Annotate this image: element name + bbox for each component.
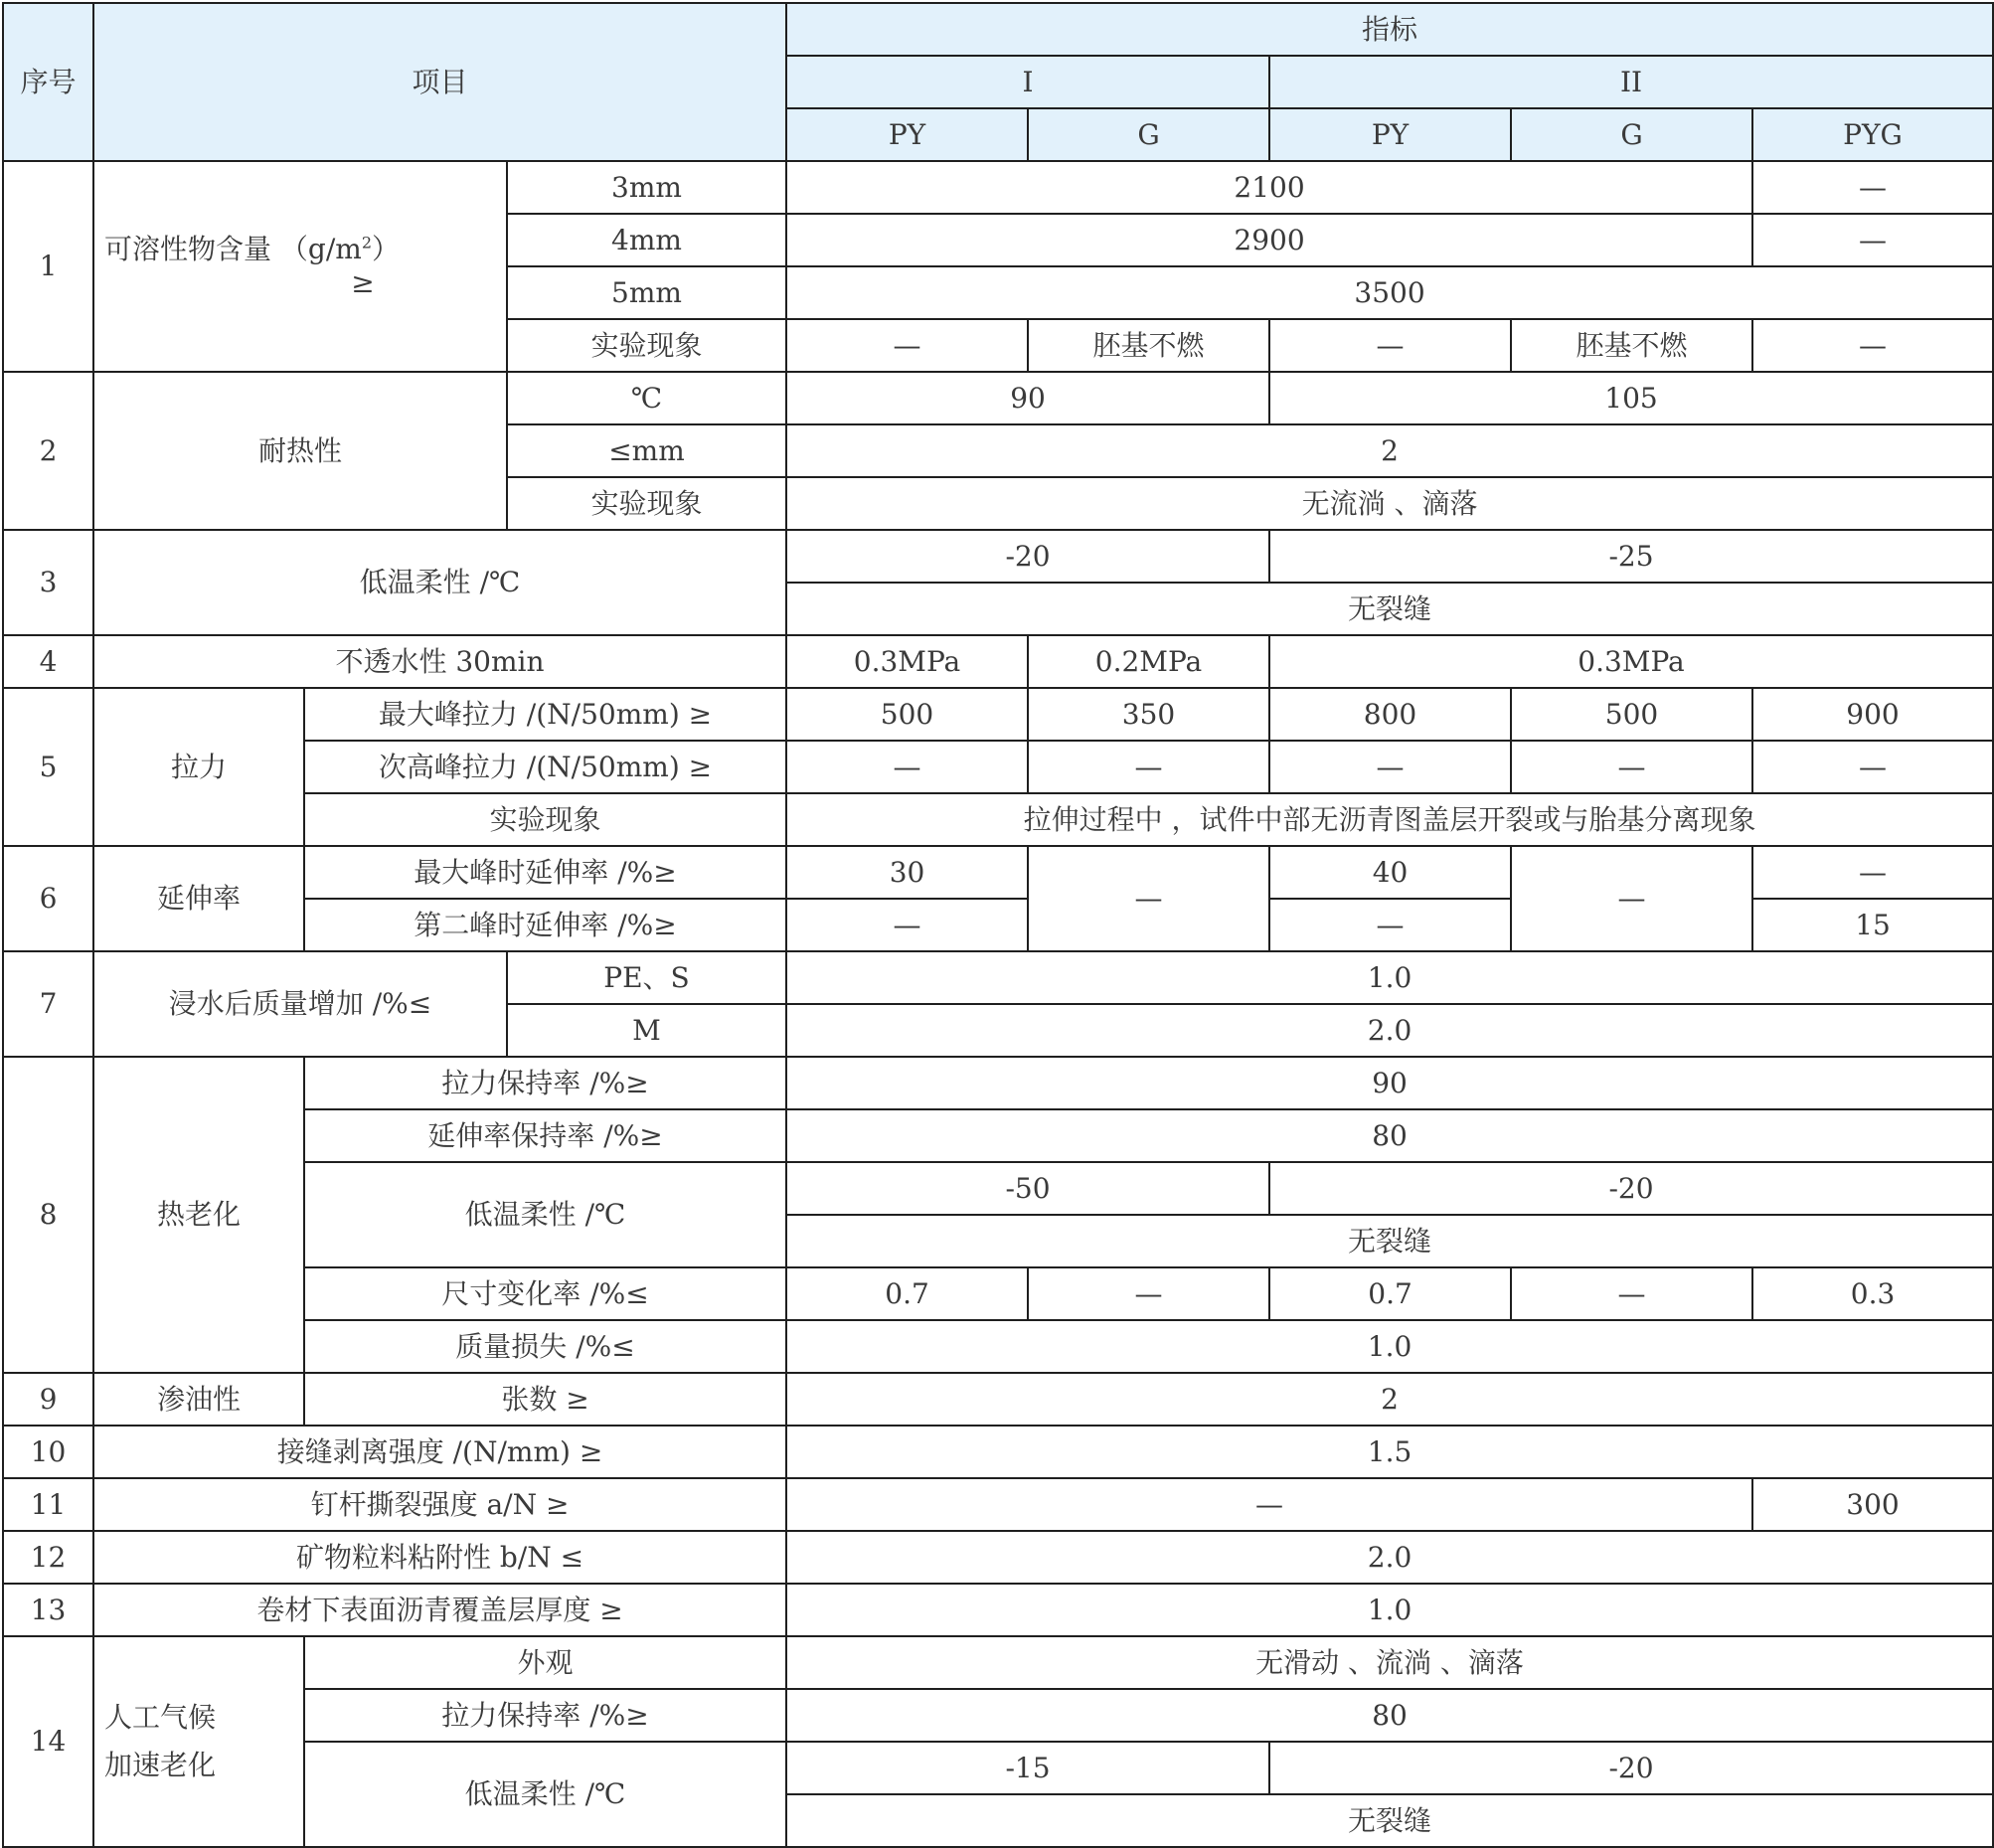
param-label: 质量损失 /%≤ bbox=[304, 1320, 786, 1373]
row-number: 10 bbox=[3, 1426, 93, 1478]
header-sub: G bbox=[1511, 108, 1752, 161]
header-sub: G bbox=[1028, 108, 1269, 161]
value-cell: 2100 bbox=[786, 161, 1752, 214]
value-cell: 1.0 bbox=[786, 1584, 1993, 1636]
row-number: 6 bbox=[3, 846, 93, 951]
value-cell: — bbox=[1511, 846, 1752, 951]
value-cell: 无滑动 、流淌 、滴落 bbox=[786, 1636, 1993, 1689]
value-cell: 2.0 bbox=[786, 1531, 1993, 1584]
value-cell: — bbox=[786, 1478, 1752, 1531]
value-cell: — bbox=[1028, 741, 1269, 793]
header-row bbox=[3, 3, 1993, 56]
item-name: 延伸率 bbox=[93, 846, 304, 951]
value-cell: 15 bbox=[1752, 899, 1993, 951]
value-cell: 500 bbox=[786, 688, 1028, 741]
header-sub: PY bbox=[786, 108, 1028, 161]
value-cell: 2 bbox=[786, 424, 1993, 477]
param-label: 实验现象 bbox=[507, 477, 786, 530]
param-label: 实验现象 bbox=[304, 793, 786, 846]
row-number: 13 bbox=[3, 1584, 93, 1636]
value-cell: 2900 bbox=[786, 214, 1752, 266]
table-row bbox=[3, 635, 1993, 688]
item-name: 渗油性 bbox=[93, 1373, 304, 1426]
value-cell: -20 bbox=[786, 530, 1269, 583]
row-number: 2 bbox=[3, 372, 93, 530]
value-cell: — bbox=[1269, 319, 1511, 372]
param-label: ≤mm bbox=[507, 424, 786, 477]
param-label: PE、S bbox=[507, 951, 786, 1004]
item-name: 接缝剥离强度 /(N/mm) ≥ bbox=[93, 1426, 786, 1478]
value-cell: — bbox=[1511, 741, 1752, 793]
row-number: 1 bbox=[3, 161, 93, 372]
param-label: 拉力保持率 /%≥ bbox=[304, 1057, 786, 1109]
item-name: 矿物粒料粘附性 b/N ≤ bbox=[93, 1531, 786, 1584]
param-label: 次高峰拉力 /(N/50mm) ≥ bbox=[304, 741, 786, 793]
table-row bbox=[3, 1584, 1993, 1636]
value-cell: 30 bbox=[786, 846, 1028, 899]
item-name: 卷材下表面沥青覆盖层厚度 ≥ bbox=[93, 1584, 786, 1636]
value-cell: 胚基不燃 bbox=[1028, 319, 1269, 372]
row-number: 7 bbox=[3, 951, 93, 1057]
row-number: 4 bbox=[3, 635, 93, 688]
param-label: 实验现象 bbox=[507, 319, 786, 372]
row-number: 14 bbox=[3, 1636, 93, 1847]
value-cell: 拉伸过程中 ，试件中部无沥青图盖层开裂或与胎基分离现象 bbox=[786, 793, 1993, 846]
header-item: 项目 bbox=[93, 3, 786, 161]
header-index: 指标 bbox=[786, 3, 1993, 56]
item-name: 浸水后质量增加 /%≤ bbox=[93, 951, 507, 1057]
value-cell: 3500 bbox=[786, 266, 1993, 319]
table-row bbox=[3, 1057, 1993, 1109]
value-cell: 无裂缝 bbox=[786, 583, 1993, 635]
value-cell: 300 bbox=[1752, 1478, 1993, 1531]
value-cell: 2.0 bbox=[786, 1004, 1993, 1057]
table-row bbox=[3, 161, 1993, 214]
value-cell: 0.2MPa bbox=[1028, 635, 1269, 688]
value-cell: — bbox=[786, 741, 1028, 793]
param-label: 尺寸变化率 /%≤ bbox=[304, 1267, 786, 1320]
value-cell: — bbox=[1028, 846, 1269, 951]
param-label: 4mm bbox=[507, 214, 786, 266]
item-name-tail: ≥ bbox=[351, 266, 375, 299]
param-label: 第二峰时延伸率 /%≥ bbox=[304, 899, 786, 951]
value-cell: -20 bbox=[1269, 1162, 1993, 1215]
value-cell: -20 bbox=[1269, 1742, 1993, 1794]
value-cell: — bbox=[1752, 214, 1993, 266]
value-cell: 0.3MPa bbox=[786, 635, 1028, 688]
value-cell: — bbox=[1269, 741, 1511, 793]
value-cell: -50 bbox=[786, 1162, 1269, 1215]
value-cell: 90 bbox=[786, 372, 1269, 424]
table-row bbox=[3, 1636, 1993, 1689]
row-number: 3 bbox=[3, 530, 93, 635]
param-label: 最大峰拉力 /(N/50mm) ≥ bbox=[304, 688, 786, 741]
value-cell: 胚基不燃 bbox=[1511, 319, 1752, 372]
param-label: 拉力保持率 /%≥ bbox=[304, 1689, 786, 1742]
value-cell: — bbox=[786, 319, 1028, 372]
value-cell: 500 bbox=[1511, 688, 1752, 741]
value-cell: 无裂缝 bbox=[786, 1215, 1993, 1267]
row-number: 12 bbox=[3, 1531, 93, 1584]
param-label: ℃ bbox=[507, 372, 786, 424]
item-name bbox=[93, 1636, 304, 1847]
table-row bbox=[3, 688, 1993, 741]
value-cell: -15 bbox=[786, 1742, 1269, 1794]
header-group-1: I bbox=[786, 56, 1269, 108]
value-cell: 1.5 bbox=[786, 1426, 1993, 1478]
table-row bbox=[3, 1426, 1993, 1478]
table-row bbox=[3, 530, 1993, 583]
header-sub: PY bbox=[1269, 108, 1511, 161]
row-number: 5 bbox=[3, 688, 93, 846]
value-cell: 1.0 bbox=[786, 951, 1993, 1004]
header-sub: PYG bbox=[1752, 108, 1993, 161]
value-cell: 90 bbox=[786, 1057, 1993, 1109]
value-cell: — bbox=[1752, 161, 1993, 214]
value-cell: 800 bbox=[1269, 688, 1511, 741]
table-row bbox=[3, 951, 1993, 1004]
param-label: 3mm bbox=[507, 161, 786, 214]
row-number: 8 bbox=[3, 1057, 93, 1373]
value-cell: 105 bbox=[1269, 372, 1993, 424]
item-name: 耐热性 bbox=[93, 372, 507, 530]
param-label: 5mm bbox=[507, 266, 786, 319]
value-cell: -25 bbox=[1269, 530, 1993, 583]
value-cell: — bbox=[1028, 1267, 1269, 1320]
param-label: 外观 bbox=[304, 1636, 786, 1689]
header-group-2: II bbox=[1269, 56, 1993, 108]
row-number: 11 bbox=[3, 1478, 93, 1531]
value-cell: 900 bbox=[1752, 688, 1993, 741]
row-number: 9 bbox=[3, 1373, 93, 1426]
item-name-line-2: 加速老化 bbox=[104, 1749, 217, 1781]
header-serial: 序号 bbox=[3, 3, 93, 161]
value-cell: 0.3MPa bbox=[1269, 635, 1993, 688]
value-cell: 无流淌 、滴落 bbox=[786, 477, 1993, 530]
item-name-superscript: 2 bbox=[361, 234, 372, 253]
value-cell: — bbox=[1511, 1267, 1752, 1320]
value-cell: 无裂缝 bbox=[786, 1794, 1993, 1847]
item-name-line-1: 人工气候 bbox=[104, 1701, 217, 1735]
item-name: 不透水性 30min bbox=[93, 635, 786, 688]
item-name-text: 可溶性物含量 （g/m bbox=[104, 233, 362, 266]
value-cell: 0.7 bbox=[786, 1267, 1028, 1320]
value-cell: 0.7 bbox=[1269, 1267, 1511, 1320]
item-name: 钉杆撕裂强度 a/N ≥ bbox=[93, 1478, 786, 1531]
table-row bbox=[3, 846, 1993, 899]
table-row bbox=[3, 372, 1993, 424]
value-cell: — bbox=[1752, 846, 1993, 899]
value-cell: — bbox=[1752, 741, 1993, 793]
item-name bbox=[93, 161, 507, 372]
value-cell: — bbox=[1269, 899, 1511, 951]
value-cell: 80 bbox=[786, 1109, 1993, 1162]
value-cell: 40 bbox=[1269, 846, 1511, 899]
param-label: 最大峰时延伸率 /%≥ bbox=[304, 846, 786, 899]
item-name: 拉力 bbox=[93, 688, 304, 846]
value-cell: — bbox=[1752, 319, 1993, 372]
param-label: M bbox=[507, 1004, 786, 1057]
item-name: 低温柔性 /℃ bbox=[93, 530, 786, 635]
value-cell: 80 bbox=[786, 1689, 1993, 1742]
table-row bbox=[3, 1531, 1993, 1584]
param-label: 延伸率保持率 /%≥ bbox=[304, 1109, 786, 1162]
value-cell: — bbox=[786, 899, 1028, 951]
value-cell: 350 bbox=[1028, 688, 1269, 741]
spec-table bbox=[2, 2, 1994, 1848]
value-cell: 2 bbox=[786, 1373, 1993, 1426]
param-label: 张数 ≥ bbox=[304, 1373, 786, 1426]
item-name: 热老化 bbox=[93, 1057, 304, 1373]
param-label: 低温柔性 /℃ bbox=[304, 1162, 786, 1267]
param-label: 低温柔性 /℃ bbox=[304, 1742, 786, 1847]
table-row bbox=[3, 1478, 1993, 1531]
value-cell: 0.3 bbox=[1752, 1267, 1993, 1320]
item-name-close: ） bbox=[372, 233, 401, 266]
table-row bbox=[3, 1373, 1993, 1426]
value-cell: 1.0 bbox=[786, 1320, 1993, 1373]
